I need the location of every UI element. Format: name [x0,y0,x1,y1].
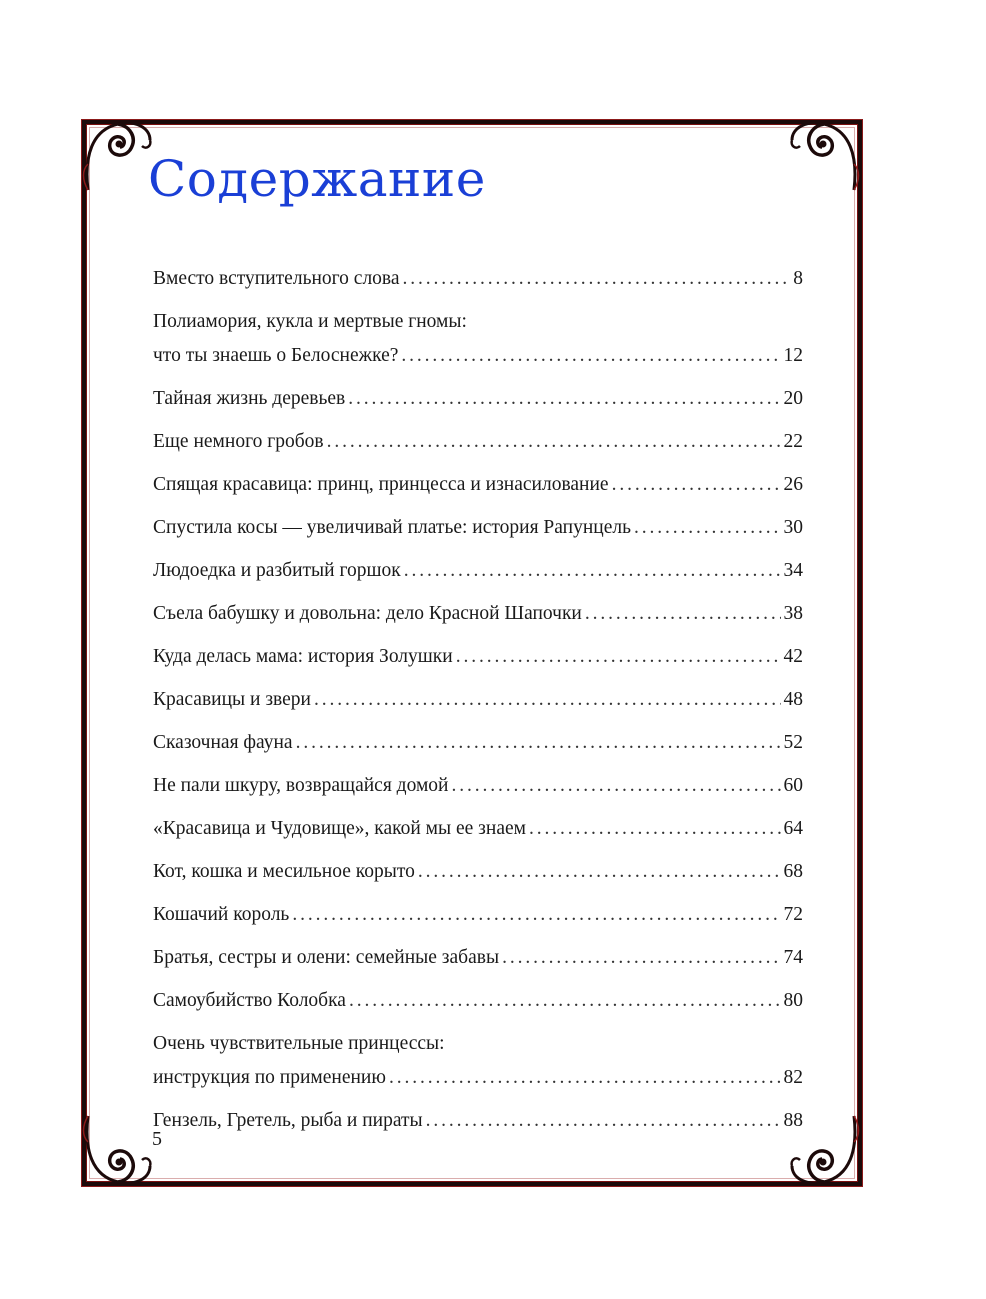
page-number: 5 [152,1128,162,1150]
toc-entry[interactable] [153,262,803,296]
toc-entry-title: «Красавица и Чудовище», какой мы ее знаем [153,818,526,839]
toc-entry-page: 68 [783,861,803,882]
toc-entry-title: Кот, кошка и месильное корыто [153,861,415,882]
toc-entry-title: Красавицы и звери [153,689,311,710]
corner-ornament-bottom-left [78,1112,156,1190]
toc-entry-page: 22 [783,431,803,452]
toc-entry-title: Сказочная фауна [153,732,293,753]
dot-leader [456,640,781,674]
toc-entry[interactable] [153,382,803,416]
toc-entry[interactable] [153,425,803,459]
dot-leader [502,941,780,975]
toc-entry[interactable] [153,855,803,889]
dot-leader [426,1104,781,1138]
toc-entry-title: Вместо вступительного слова [153,268,400,289]
toc-entry-title: Братья, сестры и олени: семейные забавы [153,947,500,968]
dot-leader [314,683,781,717]
dot-leader [529,812,781,846]
toc-entry-title: Людоедка и разбитый горшок [153,560,401,581]
toc-entry-page: 72 [783,904,803,925]
table-of-contents [153,262,803,1147]
toc-entry[interactable] [153,812,803,846]
toc-entry-page: 74 [783,947,803,968]
toc-entry-page: 30 [783,517,803,538]
toc-entry-title: Кошачий король [153,904,290,925]
toc-entry[interactable] [153,1104,803,1138]
toc-entry-title-line: Полиамория, кукла и мертвые гномы: [153,311,467,332]
toc-entry-title: Гензель, Гретель, рыба и пираты [153,1110,423,1131]
toc-entry-page: 12 [783,345,803,366]
toc-entry[interactable] [153,468,803,502]
dot-leader [403,262,791,296]
toc-entry-page: 64 [783,818,803,839]
corner-ornament-top-right [786,116,864,194]
toc-entry-page: 60 [783,775,803,796]
toc-entry[interactable] [153,305,803,373]
page-title: Содержание [148,150,486,208]
toc-entry-page: 82 [783,1067,803,1088]
toc-entry[interactable] [153,683,803,717]
toc-entry[interactable] [153,640,803,674]
dot-leader [452,769,781,803]
dot-leader [585,597,781,631]
toc-entry-title: Спящая красавица: принц, принцесса и изнасилование [153,474,609,495]
toc-entry-title: инструкция по применению [153,1067,386,1088]
toc-entry-title: Куда делась мама: история Золушки [153,646,453,667]
dot-leader [418,855,781,889]
toc-entry-page: 26 [783,474,803,495]
toc-entry[interactable] [153,554,803,588]
toc-entry[interactable] [153,984,803,1018]
dot-leader [612,468,781,502]
toc-entry[interactable] [153,898,803,932]
dot-leader [404,554,781,588]
dot-leader [349,984,781,1018]
dot-leader [348,382,780,416]
toc-entry-page: 52 [783,732,803,753]
toc-entry-title: Спустила косы — увеличивай платье: история Рапунцель [153,517,632,538]
toc-entry-title: что ты знаешь о Белоснежке? [153,345,399,366]
dot-leader [401,339,780,373]
toc-entry-title: Не пали шкуру, возвращайся домой [153,775,449,796]
toc-entry-page: 34 [783,560,803,581]
toc-entry[interactable] [153,726,803,760]
toc-entry-page: 42 [783,646,803,667]
toc-entry-title-line: Очень чувствительные принцессы: [153,1033,445,1054]
toc-entry-title: Съела бабушку и довольна: дело Красной Шапочки [153,603,582,624]
corner-ornament-top-left [78,116,156,194]
toc-entry-title: Самоубийство Колобка [153,990,346,1011]
dot-leader [634,511,780,545]
toc-entry-page: 38 [783,603,803,624]
toc-entry-page: 48 [783,689,803,710]
toc-entry[interactable] [153,941,803,975]
dot-leader [292,898,780,932]
toc-entry-page: 80 [783,990,803,1011]
toc-entry-page: 20 [783,388,803,409]
dot-leader [327,425,781,459]
toc-entry-page: 8 [793,268,803,289]
toc-entry[interactable] [153,769,803,803]
toc-entry[interactable] [153,1027,803,1095]
dot-leader [296,726,781,760]
toc-entry-title: Еще немного гробов [153,431,324,452]
toc-entry[interactable] [153,597,803,631]
toc-entry-title: Тайная жизнь деревьев [153,388,346,409]
dot-leader [389,1061,781,1095]
toc-entry[interactable] [153,511,803,545]
toc-entry-page: 88 [783,1110,803,1131]
